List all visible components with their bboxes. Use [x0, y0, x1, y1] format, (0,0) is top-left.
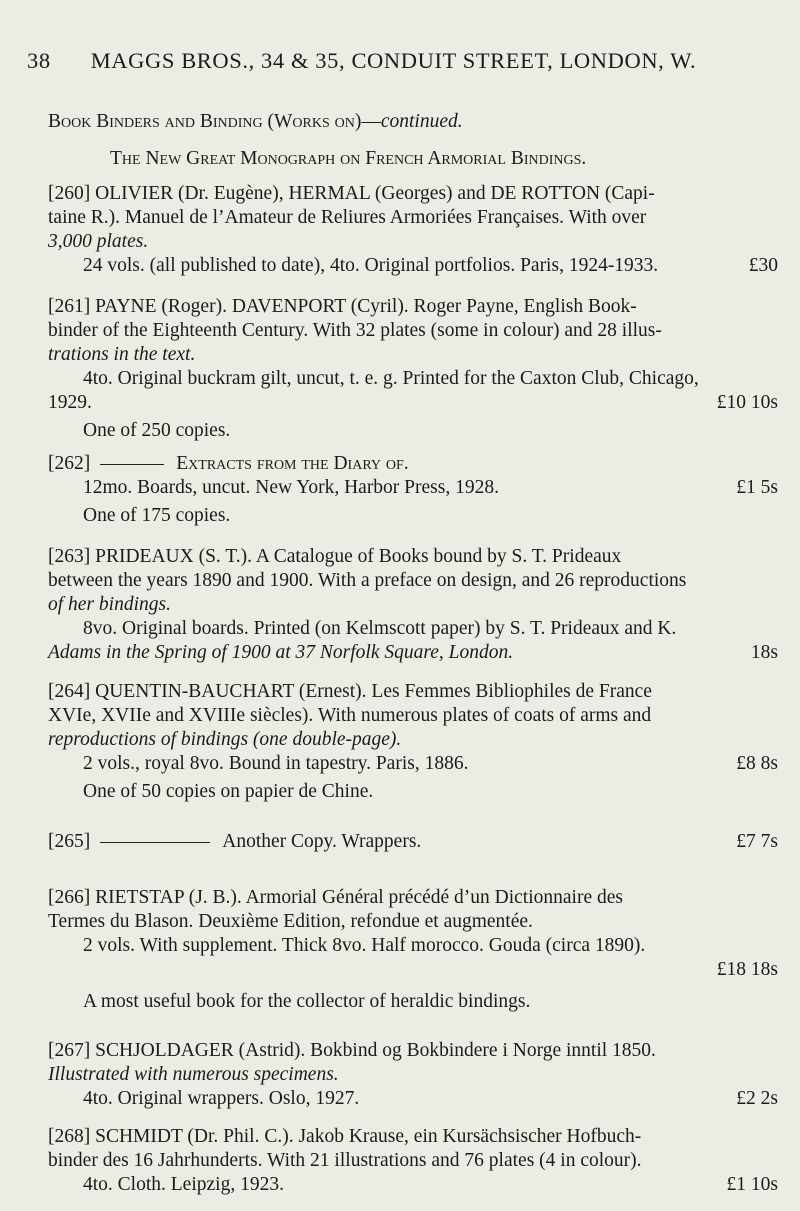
entry-line: PAYNE (Roger). DAVENPORT (Cyril). Roger Payne, English Book- [95, 296, 637, 317]
entry-note: One of 50 copies on papier de Chine. [83, 781, 374, 802]
price: £30 [748, 255, 778, 276]
entry-number: [267] [48, 1040, 91, 1061]
page-number: 38 [27, 48, 51, 73]
entry-number: [268] [48, 1126, 91, 1147]
entry-267 [48, 1039, 778, 1111]
entry-262 [48, 452, 778, 528]
entry-line: OLIVIER (Dr. Eugène), HERMAL (Georges) and DE ROTTON (Capi- [95, 183, 655, 204]
price: £8 8s [736, 753, 778, 774]
entry-line: Adams in the Spring of 1900 at 37 Norfolk Square, London. [48, 642, 514, 663]
entry-line: SCHMIDT (Dr. Phil. C.). Jakob Krause, ein Kursächsischer Hofbuch- [95, 1126, 642, 1147]
entry-line: taine R.). Manuel de l’Amateur de Reliures Armoriées Françaises. With over [48, 207, 647, 228]
entry-line: 12mo. Boards, uncut. New York, Harbor Press, 1928. [83, 477, 499, 498]
entry-line: trations in the text. [48, 344, 196, 365]
entry-265 [48, 830, 778, 854]
section-title-main: Book Binders and Binding (Works on)— [48, 111, 381, 132]
entry-line: Illustrated with numerous specimens. [48, 1064, 339, 1085]
entry-note: One of 175 copies. [83, 505, 231, 526]
entry-number: [262] [48, 453, 91, 474]
entry-number: [264] [48, 681, 91, 702]
entry-261 [48, 295, 778, 443]
ditto-dash [100, 842, 210, 843]
subsection-title: The New Great Monograph on French Armorial Bindings. [110, 148, 587, 169]
entry-line: 4to. Cloth. Leipzig, 1923. [83, 1174, 284, 1195]
entry-266 [48, 886, 778, 1014]
entry-line: binder des 16 Jahrhunderts. With 21 illustrations and 76 plates (4 in colour). [48, 1150, 642, 1171]
entry-263 [48, 545, 778, 665]
publisher-address: MAGGS BROS., 34 & 35, CONDUIT STREET, LONDON, W. [90, 48, 697, 73]
entry-line: 4to. Original wrappers. Oslo, 1927. [83, 1088, 360, 1109]
price: 18s [750, 642, 778, 663]
entry-264 [48, 680, 778, 804]
entry-number: [266] [48, 887, 91, 908]
entry-number: [263] [48, 546, 91, 567]
entry-line: XVIe, XVIIe and XVIIIe siècles). With numerous plates of coats of arms and [48, 705, 652, 726]
entry-line: PRIDEAUX (S. T.). A Catalogue of Books bound by S. T. Prideaux [95, 546, 622, 567]
price: £2 2s [736, 1088, 778, 1109]
entry-line: of her bindings. [48, 594, 171, 615]
entry-line: 3,000 plates. [48, 231, 149, 252]
entry-note: One of 250 copies. [83, 420, 231, 441]
running-header [27, 48, 780, 74]
entry-line: 24 vols. (all published to date), 4to. Original portfolios. Paris, 1924-1933. [83, 255, 659, 276]
entry-line: binder of the Eighteenth Century. With 32 plates (some in colour) and 28 illus- [48, 320, 662, 341]
entry-line: Extracts from the Diary of. [176, 453, 409, 474]
price: £10 10s [716, 392, 778, 413]
entry-note: A most useful book for the collector of heraldic bindings. [83, 991, 531, 1012]
entry-line: Another Copy. Wrappers. [222, 831, 422, 852]
entry-line: SCHJOLDAGER (Astrid). Bokbind og Bokbindere i Norge inntil 1850. [95, 1040, 656, 1061]
price: £1 5s [736, 477, 778, 498]
price: £1 10s [726, 1174, 778, 1195]
entry-line: between the years 1890 and 1900. With a preface on design, and 26 reproductions [48, 570, 687, 591]
section-title [48, 111, 463, 133]
entry-line: Termes du Blason. Deuxième Edition, refondue et augmentée. [48, 911, 533, 932]
entry-line: 2 vols. With supplement. Thick 8vo. Half morocco. Gouda (circa 1890). [83, 935, 646, 956]
entry-number: [260] [48, 183, 91, 204]
entry-268 [48, 1125, 778, 1197]
entry-line: 2 vols., royal 8vo. Bound in tapestry. Paris, 1886. [83, 753, 469, 774]
entry-line: 8vo. Original boards. Printed (on Kelmscott paper) by S. T. Prideaux and K. [83, 618, 677, 639]
price: £7 7s [736, 831, 778, 852]
entry-line: 1929. [48, 392, 92, 413]
ditto-dash [100, 464, 164, 465]
entry-line: RIETSTAP (J. B.). Armorial Général précédé d’un Dictionnaire des [95, 887, 623, 908]
entry-line: 4to. Original buckram gilt, uncut, t. e. g. Printed for the Caxton Club, Chicago, [83, 368, 699, 389]
entry-line: reproductions of bindings (one double-page). [48, 729, 402, 750]
section-title-continued: continued. [380, 111, 463, 132]
entry-number: [261] [48, 296, 91, 317]
entry-number: [265] [48, 831, 91, 852]
entry-line: QUENTIN-BAUCHART (Ernest). Les Femmes Bibliophiles de France [95, 681, 652, 702]
entry-260 [48, 182, 778, 278]
price: £18 18s [716, 959, 778, 980]
